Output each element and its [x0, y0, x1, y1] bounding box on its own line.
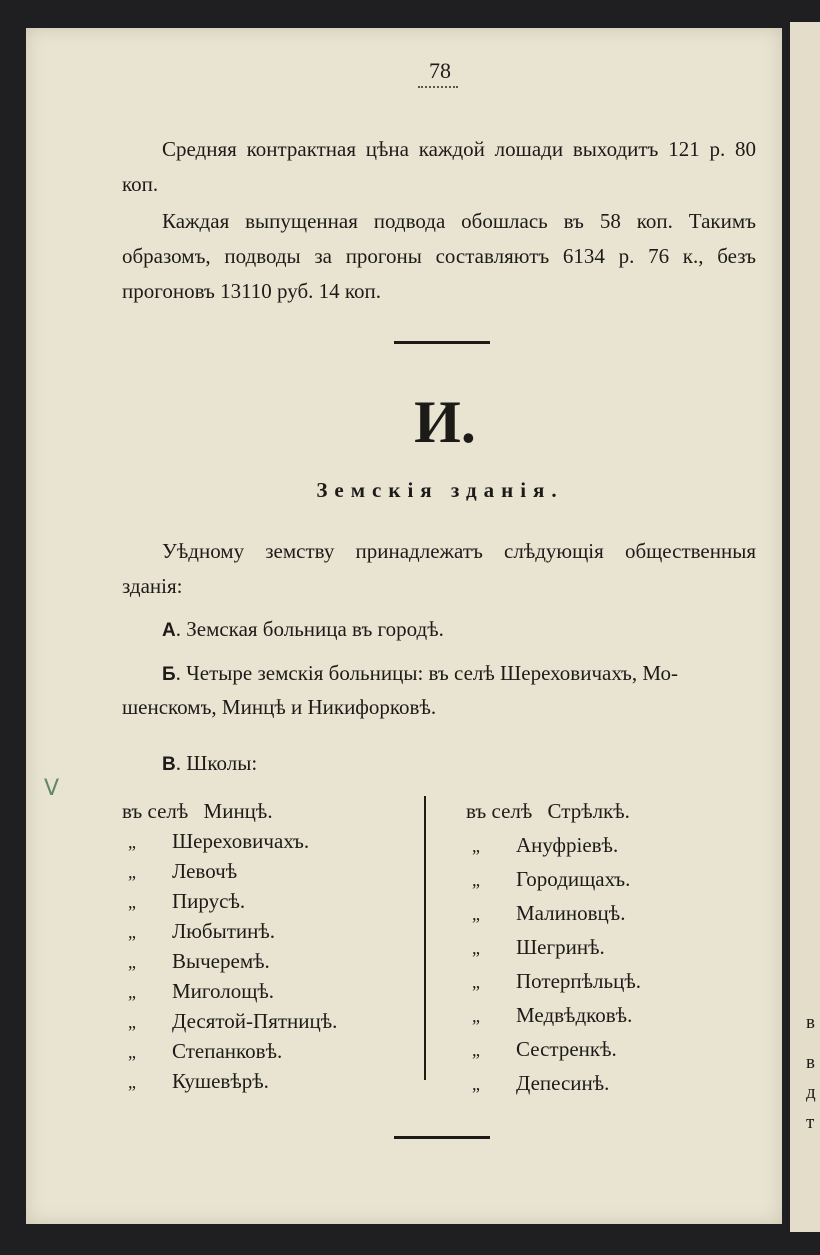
item-label: А — [162, 620, 176, 641]
school-name: Городищахъ. — [516, 867, 631, 891]
ditto-mark: „ — [472, 938, 480, 958]
school-name: Любытинѣ. — [172, 919, 276, 943]
page-number-ornament — [418, 82, 458, 88]
next-page-fragment: в — [806, 1012, 815, 1033]
list-item-b — [162, 656, 756, 692]
school-row — [466, 830, 618, 861]
item-label: Б — [162, 664, 176, 685]
school-row — [122, 916, 275, 947]
ditto-mark: „ — [128, 1012, 136, 1032]
paragraph-horse-price: Средняя контрактная цѣна каждой лошади выходитъ 121 р. 80 коп. — [122, 137, 756, 196]
ditto-mark: „ — [472, 904, 480, 924]
next-page-fragment: д — [806, 1082, 816, 1103]
school-name: Депесинѣ. — [516, 1071, 610, 1095]
school-row — [122, 1036, 282, 1067]
ditto-mark: „ — [128, 1042, 136, 1062]
ditto-mark: „ — [128, 1072, 136, 1092]
ditto-mark: „ — [472, 1006, 480, 1026]
ditto-mark: „ — [472, 972, 480, 992]
ditto-mark: „ — [128, 952, 136, 972]
paragraph-carts: Каждая выпущенная подвода обошлась въ 58 коп. Такимъ образомъ, подводы за прогоны составляютъ 6134 р. 76 к., безъ прогоновъ 13110 руб. 14 коп. — [122, 209, 756, 303]
next-page-fragment: в — [806, 1052, 815, 1073]
section-title: Земскія зданія. — [316, 478, 564, 502]
school-name: Шереховичахъ. — [172, 829, 310, 853]
school-row — [466, 932, 605, 963]
page-number: 78 — [429, 58, 451, 83]
margin-pencil-mark: V — [44, 776, 60, 801]
school-name: Вычеремѣ. — [172, 949, 270, 973]
ditto-mark: „ — [472, 1074, 480, 1094]
list-item-b-continued: шенскомъ, Минцѣ и Никифорковѣ. — [122, 695, 437, 719]
ditto-mark: „ — [472, 1040, 480, 1060]
school-name: Медвѣдковѣ. — [516, 1003, 633, 1027]
item-label: В — [162, 754, 176, 775]
school-row — [122, 826, 309, 857]
school-name: Потерпѣльцѣ. — [516, 969, 641, 993]
school-name: Пирусѣ. — [172, 889, 246, 913]
school-row — [122, 946, 270, 977]
school-row — [122, 1066, 269, 1097]
list-item-c — [162, 746, 756, 782]
school-row — [466, 864, 630, 895]
section-letter: И. — [414, 389, 476, 455]
school-name: Миголощѣ. — [172, 979, 275, 1003]
next-page-fragment: т — [806, 1112, 815, 1133]
ditto-mark: „ — [472, 836, 480, 856]
school-row — [122, 976, 274, 1007]
section-divider-top — [394, 341, 490, 344]
adjacent-page-edge — [790, 22, 820, 1232]
school-name: Стрѣлкѣ. — [547, 799, 630, 823]
item-text: . Земская больница въ городѣ. — [175, 617, 444, 641]
school-row — [122, 886, 245, 917]
item-text: . Четыре земскія больницы: въ селѣ Шереховичахъ, Мо- — [175, 661, 679, 685]
ditto-mark: „ — [128, 982, 136, 1002]
school-name: Малиновцѣ. — [516, 901, 626, 925]
school-name: Сестренкѣ. — [516, 1037, 617, 1061]
ditto-mark: „ — [128, 832, 136, 852]
school-row — [466, 796, 630, 827]
column-divider — [424, 796, 426, 1080]
village-prefix: въ селѣ — [122, 799, 189, 823]
ditto-mark: „ — [472, 870, 480, 890]
school-name: Кушевѣрѣ. — [172, 1069, 269, 1093]
school-row — [122, 796, 273, 827]
school-row — [466, 1068, 609, 1099]
school-row — [466, 1034, 617, 1065]
ditto-mark: „ — [128, 862, 136, 882]
school-name: Десятой-Пятницѣ. — [172, 1009, 338, 1033]
school-name: Шегринѣ. — [516, 935, 605, 959]
ditto-mark: „ — [128, 892, 136, 912]
school-row — [466, 1000, 632, 1031]
school-row — [466, 898, 625, 929]
village-prefix: въ селѣ — [466, 799, 533, 823]
ditto-mark: „ — [128, 922, 136, 942]
item-text: . Школы: — [175, 751, 258, 775]
list-item-a — [162, 612, 756, 648]
section-divider-bottom — [394, 1136, 490, 1139]
school-name: Минцѣ. — [203, 799, 273, 823]
school-row — [466, 966, 641, 997]
intro-paragraph: Уѣдному земству принадлежатъ слѣдующія общественныя зданія: — [122, 539, 756, 598]
school-name: Степанковѣ. — [172, 1039, 283, 1063]
school-name: Левочѣ — [172, 859, 238, 883]
school-row — [122, 1006, 337, 1037]
school-row — [122, 856, 237, 887]
school-name: Ануфріевѣ. — [516, 833, 619, 857]
